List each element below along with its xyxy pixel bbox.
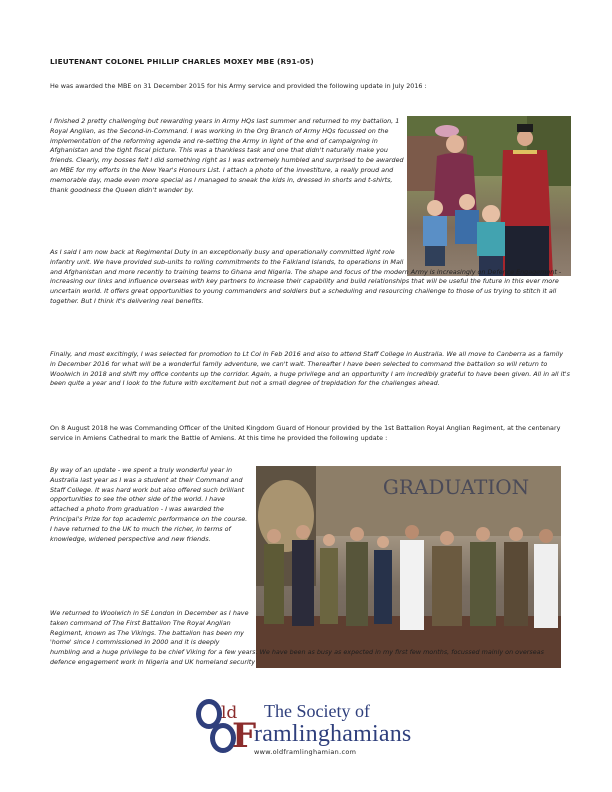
update-paragraph-6-part-b: humbling and a huge privilege to be chief Viking for a few years. We have been as busy as expected in my first few months, focussed mainly on overseas defence engagement work in Nigeria and UK homeland security: [50, 648, 544, 666]
logo-framlinghamians: ramlinghamians: [254, 721, 412, 747]
society-website-link[interactable]: www.oldframlinghamian.com: [254, 748, 357, 756]
update-paragraph-2: [50, 248, 570, 307]
logo-society-line: The Society of: [264, 701, 370, 721]
update-paragraph-5: By way of an update - we spent a truly wonderful year in Australia last year as I was a student at their Command and Staff College. It was hard work but also offered such brilliant opportunities to see the other side of the world. I have attached a photo from graduation - I was awarded the Principal's Prize for top academic performance on the course. I have returned to the UK to much the richer, in terms of knowledge, widened perspective and new friends.: [50, 466, 248, 543]
amiens-paragraph: On 8 August 2018 he was Commanding Officer of the United Kingdom Guard of Honour provided by the 1st Battalion Royal Anglian Regiment, at the centenary service in Amiens Cathedral to mark the Battle of Amiens. At this time he provided the following update :: [50, 424, 561, 442]
update-paragraph-6: [50, 609, 570, 668]
intro-paragraph: He was awarded the MBE on 31 December 2015 for his Army service and provided the following update in July 2016 :: [50, 82, 427, 90]
update-paragraph-2-part-a: As I said I am now back at Regimental Duty in an exceptionally busy and operationally committed light role infantry unit. We have provided sub-units to rolling commitments to the Falkland Islands, to operations in Mali: [50, 248, 404, 266]
article-heading: LIEUTENANT COLONEL PHILLIP CHARLES MOXEY MBE (R91-05): [50, 57, 314, 66]
update-paragraph-3: Finally, and most excitingly, I was selected for promotion to Lt Col in Feb 2016 and also to attend Staff College in Australia. We all move to Canberra as a family in December 2016 for what will be a wonderful family adventure, we can't wait. Thereafter I have been selected to command the battalion so will return to Woolwich in 2018 and shift my office contents up the corridor. Again, a huge privilege and an opportunity I am incredibly grateful to have been given. All in all it's been quite a year and I look to the future with excitement but not a small degree of trepidation for the challenges ahead.: [50, 350, 570, 388]
society-logo: [196, 695, 456, 755]
update-paragraph-6-part-a: We returned to Woolwich in SE London in December as I have taken command of The First Battalion The Royal Anglian Regiment, known as The Vikings. The battalion has been my 'home' since I commissioned in 2000 and it is deeply: [50, 609, 249, 647]
logo-old-suffix: ld: [221, 703, 238, 723]
update-paragraph-2-part-b: and Afghanistan and more recently to training teams to Ghana and Nigeria. The shape and focus of the modern Army is increasingly on Defence Engagement - increasing our links and influence overseas with key partners to increase their capability and build relationships that will be useful the future in this ever more uncertain world. It offers great opportunities to young commanders and soldiers but a scheduling and resourcing challenge to those of us trying to stitch it all together. But I think it's delivering real benefits.: [50, 267, 562, 305]
logo-big-f: F: [232, 716, 257, 756]
graduation-sign: GRADUATION: [382, 475, 530, 499]
update-paragraph-1: I finished 2 pretty challenging but rewarding years in Army HQs last summer and returned to my battalion, 1 Royal Anglian, as the Second-in-Command. I was working in the Org Branch of Army HQs focussed on the implementation of the reforming agenda and re-setting the Army in light of the end of campaigning in Afghanistan and the tight fiscal picture. This was a thankless task and one that didn't naturally make you friends. Clearly, my bosses felt I did something right as I was extremely humbled and surprised to be awarded an MBE for my efforts in the New Year's Honours List. I attach a photo of the investiture, a really proud and memorable day, made even more special as I managed to sneak the kids in, dressed in shorts and t-shirts, thank goodness the Queen didn't wander by.: [50, 117, 404, 194]
